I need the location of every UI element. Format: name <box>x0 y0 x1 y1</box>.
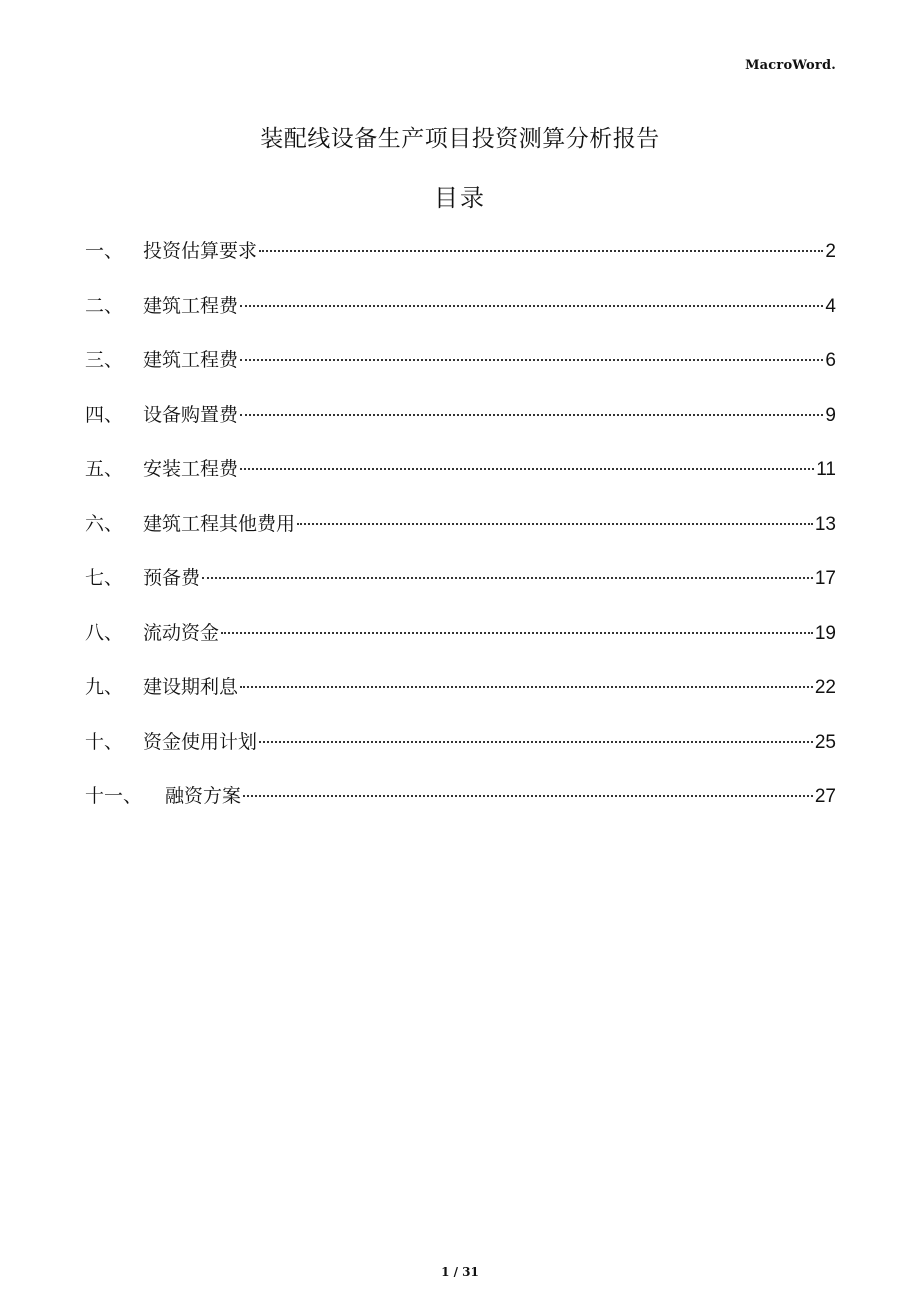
toc-entry-title: 预备费 <box>143 567 201 589</box>
header-brand: MacroWord. <box>745 58 836 73</box>
toc-entry-title: 建筑工程费 <box>143 294 239 317</box>
toc-entry-number: 十、 <box>85 730 124 753</box>
toc-entry-page: 9 <box>825 404 836 426</box>
toc-entry[interactable] <box>85 615 836 670</box>
toc-entry-number: 六、 <box>85 512 124 535</box>
toc-entry-page: 25 <box>814 731 836 753</box>
toc-entry[interactable] <box>85 397 836 452</box>
toc-entry[interactable] <box>85 669 836 724</box>
toc-entry[interactable] <box>85 233 836 288</box>
toc-entry-title: 融资方案 <box>165 785 242 807</box>
toc-dot-leader <box>259 741 813 743</box>
toc-dot-leader <box>240 468 814 470</box>
toc-entry-title: 投资估算要求 <box>143 240 258 262</box>
toc-entry[interactable] <box>85 560 836 615</box>
toc-entry-number: 一、 <box>85 240 124 262</box>
toc-entry-number: 十一、 <box>85 785 143 807</box>
toc-entry-page: 11 <box>816 459 836 480</box>
toc-dot-leader <box>240 359 823 361</box>
toc-entry-title: 流动资金 <box>143 621 220 644</box>
toc-entry-page: 13 <box>814 513 836 535</box>
toc-dot-leader <box>240 414 823 416</box>
toc-dot-leader <box>202 577 813 579</box>
toc-entry-title: 建筑工程费 <box>143 349 239 371</box>
toc-entry-title: 建筑工程其他费用 <box>143 512 296 535</box>
toc-entry-number: 二、 <box>85 294 124 317</box>
toc-entry-number: 八、 <box>85 621 124 644</box>
toc-entry[interactable] <box>85 451 836 506</box>
table-of-contents <box>85 233 836 833</box>
toc-dot-leader <box>240 305 823 307</box>
toc-dot-leader <box>243 795 813 797</box>
toc-entry-number: 九、 <box>85 676 124 698</box>
toc-entry-number: 七、 <box>85 567 124 589</box>
toc-dot-leader <box>297 523 813 525</box>
toc-entry-page: 4 <box>825 295 836 317</box>
toc-entry-title: 建设期利息 <box>143 676 239 698</box>
toc-entry[interactable] <box>85 342 836 397</box>
toc-entry-title: 安装工程费 <box>143 458 239 480</box>
toc-dot-leader <box>240 686 813 688</box>
toc-dot-leader <box>259 250 823 252</box>
toc-entry-number: 四、 <box>85 403 124 426</box>
toc-entry-number: 五、 <box>85 458 124 480</box>
toc-entry-title: 设备购置费 <box>143 403 239 426</box>
toc-entry-number: 三、 <box>85 349 124 371</box>
page-number-indicator: 1 / 31 <box>441 1265 479 1279</box>
toc-entry-title: 资金使用计划 <box>143 730 258 753</box>
toc-entry[interactable] <box>85 506 836 561</box>
toc-entry-page: 22 <box>814 677 836 698</box>
toc-entry-page: 6 <box>825 350 836 371</box>
toc-dot-leader <box>221 632 813 634</box>
toc-entry-page: 27 <box>814 786 836 807</box>
toc-entry-page: 17 <box>814 568 836 589</box>
toc-entry[interactable] <box>85 724 836 779</box>
toc-entry-page: 2 <box>825 241 836 262</box>
toc-entry[interactable] <box>85 288 836 343</box>
toc-entry[interactable] <box>85 778 836 833</box>
toc-heading: 目录 <box>434 184 486 212</box>
document-title: 装配线设备生产项目投资测算分析报告 <box>260 126 660 152</box>
toc-entry-page: 19 <box>814 622 836 644</box>
